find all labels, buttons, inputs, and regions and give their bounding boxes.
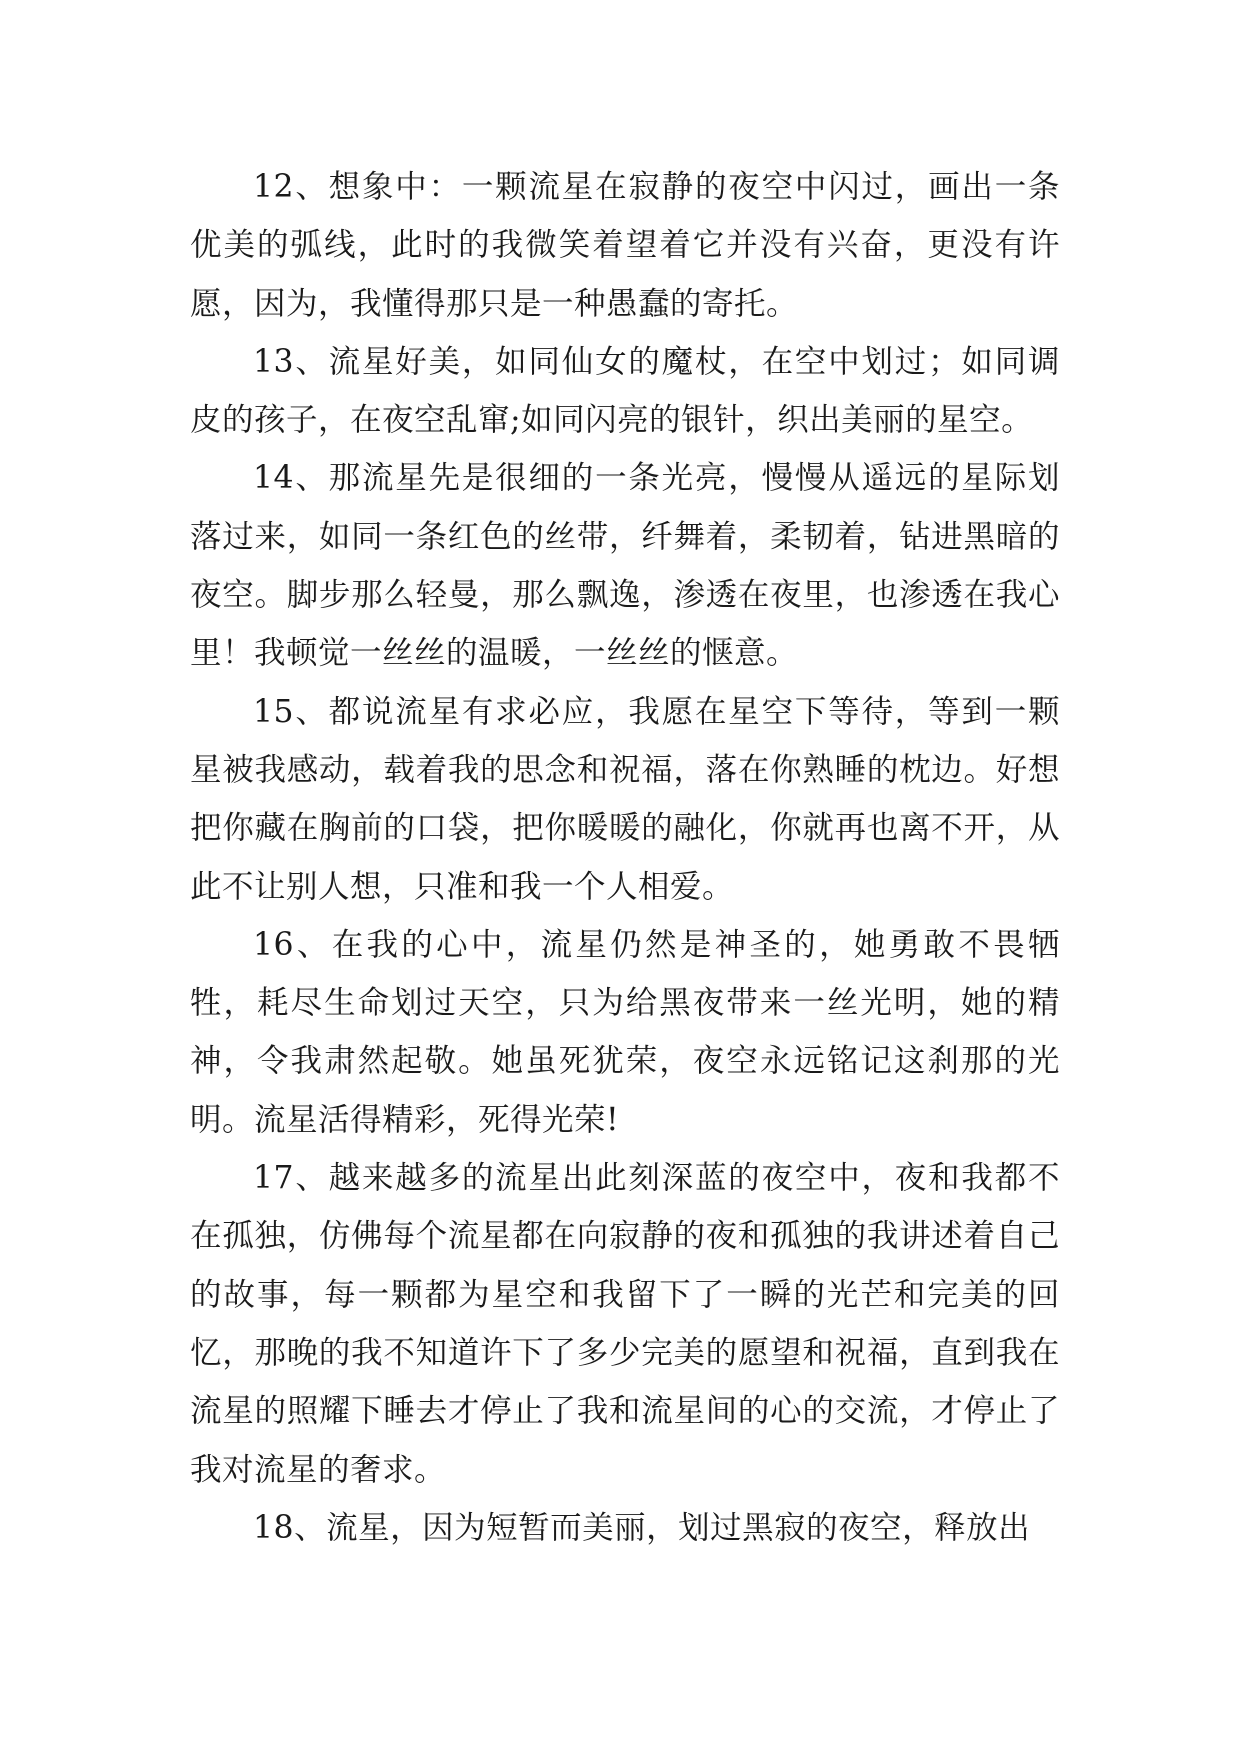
paragraph-16: 16、在我的心中，流星仍然是神圣的，她勇敢不畏牺牲，耗尽生命划过天空，只为给黑夜带来一丝光明，她的精神，令我肃然起敬。她虽死犹荣，夜空永远铭记这刹那的光明。流星活得精彩，死得光荣!: [190, 926, 1060, 1138]
paragraph-14: 14、那流星先是很细的一条光亮，慢慢从遥远的星际划落过来，如同一条红色的丝带，纤舞着，柔韧着，钻进黑暗的夜空。脚步那么轻曼，那么飘逸，渗透在夜里，也渗透在我心里！我顿觉一丝丝的温暖，一丝丝的惬意。: [190, 460, 1060, 672]
paragraph-15: 15、都说流星有求必应，我愿在星空下等待，等到一颗星被我感动，载着我的思念和祝福，落在你熟睡的枕边。好想把你藏在胸前的口袋，把你暖暖的融化，你就再也离不开，从此不让别人想，只准和我一个人相爱。: [190, 693, 1060, 905]
paragraph-12: 12、想象中：一颗流星在寂静的夜空中闪过，画出一条优美的弧线，此时的我微笑着望着它并没有兴奋，更没有许愿，因为，我懂得那只是一种愚蠢的寄托。: [190, 169, 1060, 322]
paragraph-17: 17、越来越多的流星出此刻深蓝的夜空中，夜和我都不在孤独，仿佛每个流星都在向寂静的夜和孤独的我讲述着自己的故事，每一颗都为星空和我留下了一瞬的光芒和完美的回忆，那晚的我不知道许下了多少完美的愿望和祝福，直到我在流星的照耀下睡去才停止了我和流星间的心的交流，才停止了我对流星的奢求。: [190, 1160, 1060, 1488]
paragraph-13: 13、流星好美，如同仙女的魔杖，在空中划过；如同调皮的孩子，在夜空乱窜;如同闪亮的银针，织出美丽的星空。: [190, 343, 1060, 439]
document-body: [190, 158, 1060, 1557]
paragraph-18: 18、流星，因为短暂而美丽，划过黑寂的夜空，释放出: [253, 1509, 1031, 1546]
